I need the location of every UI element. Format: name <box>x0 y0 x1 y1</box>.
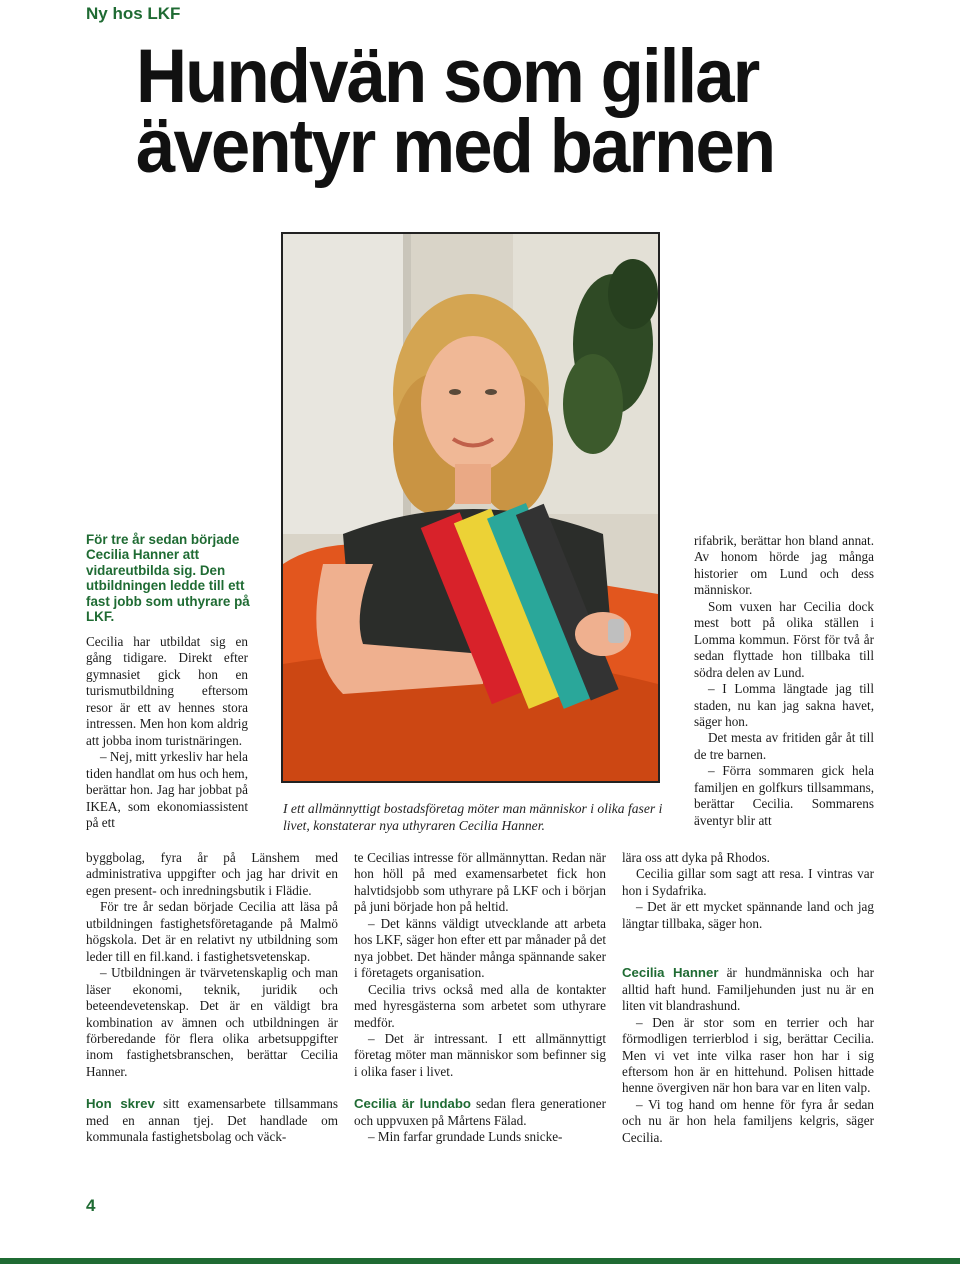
paragraph: – Det är ett mycket spännande land och jag längtar tillbaka, säger hon. <box>622 899 874 931</box>
paragraph: – I Lomma längtade jag till staden, nu kan jag sakna havet, säger hon. <box>694 681 874 729</box>
paragraph: rifabrik, berättar hon bland annat. Av honom hörde jag många historier om Lund och dess människor. <box>694 533 874 598</box>
headline <box>136 34 880 189</box>
paragraph: lära oss att dyka på Rhodos. <box>622 850 770 865</box>
column-2 <box>354 850 606 1146</box>
paragraph: Cecilia gillar som sagt att resa. I vintras var hon i Sydafrika. <box>622 866 874 898</box>
paragraph: byggbolag, fyra år på Länshem med administrativa uppgifter och jag har drivit en egen present- och inredningsbutik i Flädie. <box>86 850 338 898</box>
paragraph <box>622 965 874 1014</box>
paragraph <box>354 1096 606 1129</box>
paragraph-text: sedan flera generationer och uppvuxen på Mårtens Fälad. <box>354 1096 606 1128</box>
paragraph: – Det är intressant. I ett allmännyttigt företag möter man människor som befinner sig i olika faser i livet. <box>354 1030 606 1079</box>
paragraph-text: sitt examensarbete tillsammans med en annan tjej. Det handlade om kommunala fastighetsbolag och väck- <box>86 1096 338 1145</box>
portrait-illustration <box>283 234 658 781</box>
headline-line-1: Hundvän som gillar <box>136 34 759 119</box>
paragraph: – Det känns väldigt utvecklande att arbeta hos LKF, säger hon efter ett par månader på det nya jobbet. Det händer många spännande saker i företagets organisation. <box>354 915 606 981</box>
kicker: Hon skrev <box>86 1096 155 1112</box>
photo-caption: I ett allmännyttigt bostadsföretag möter man människor i olika faser i livet, konstaterar nya uthyraren Cecilia Hanner. <box>283 801 663 833</box>
paragraph: Det mesta av fritiden går åt till de tre barnen. <box>694 730 874 762</box>
column-3-upper <box>694 533 874 829</box>
paragraph: – Vi tog hand om henne för fyra år sedan och nu är hon hela familjens kelgris, säger Cecilia. <box>622 1096 874 1145</box>
column-3-lower <box>622 850 874 1146</box>
lead-paragraph: För tre år sedan började Cecilia Hanner att vidareutbilda sig. Den utbildningen ledde till ett fast jobb som uthyrare på LKF. <box>86 532 250 625</box>
column-1-upper <box>86 634 248 831</box>
paragraph: Cecilia trivs också med alla de kontakter med hyresgästerna som arbetet som uthyrare medför. <box>354 981 606 1030</box>
paragraph: – Förra sommaren gick hela familjen en golfkurs tillsammans, berättar Cecilia. Sommarens äventyr blir att <box>694 763 874 828</box>
paragraph: För tre år sedan började Cecilia att läsa på utbildningen fastighetsföretagande på Malmö högskola. Det är en relativt ny utbildning som leder till en fil.kand. i fastighetsvetenskap. <box>86 899 338 964</box>
paragraph: Cecilia har utbildat sig en gång tidigare. Direkt efter gymnasiet gick hon en turismutbildning eftersom resor är ett av hennes stora intressen. Men hon kom aldrig att jobba inom turistnäringen. <box>86 634 248 748</box>
column-1-lower <box>86 850 338 1146</box>
portrait-photo <box>281 232 660 783</box>
bottom-rule <box>0 1258 960 1264</box>
page-number: 4 <box>86 1196 96 1215</box>
paragraph: Som vuxen har Cecilia dock mest bott på olika ställen i Lomma kommun. Först för två år sedan flyttade hon tillbaka till södra delen av Lund. <box>694 598 874 680</box>
paragraph-text: är hundmänniska och har alltid haft hund. Familjehunden just nu är en liten vit blandrashund. <box>622 965 874 1014</box>
kicker: Cecilia är lundabo <box>354 1096 471 1112</box>
kicker: Cecilia Hanner <box>622 965 719 981</box>
headline-line-2: äventyr med barnen <box>136 104 775 189</box>
paragraph: – Min farfar grundade Lunds snicke- <box>368 1129 563 1145</box>
paragraph: te Cecilias intresse för allmännyttan. Redan när hon höll på med examensarbetet fick hon halvtidsjobb som uthyrare på LKF och i början på juni började hon på heltid. <box>354 850 606 915</box>
paragraph: – Utbildningen är tvärvetenskaplig och man läser ekonomi, teknik, juridik och beteendevetenskap. Det är en väldigt bra kombination av ämnen och utbildningen är förberedande för flera olika arbetsuppgifter inom fastighetsbranschen, berättar Cecilia Hanner. <box>86 965 338 1079</box>
paragraph <box>86 1096 338 1145</box>
paragraph: – Den är stor som en terrier och har förmodligen terrierblod i sig, berättar Cecilia. Men vi vet inte vilka raser hon har i sig eftersom hon är en hittehund. Polisen hittade henne övergiven när hon bara var en liten valp. <box>622 1014 874 1096</box>
section-label: Ny hos LKF <box>86 4 181 23</box>
paragraph: – Nej, mitt yrkesliv har hela tiden handlat om hus och hem, berättar hon. Jag har jobbat på IKEA, som ekonomiassistent på ett <box>86 749 248 830</box>
